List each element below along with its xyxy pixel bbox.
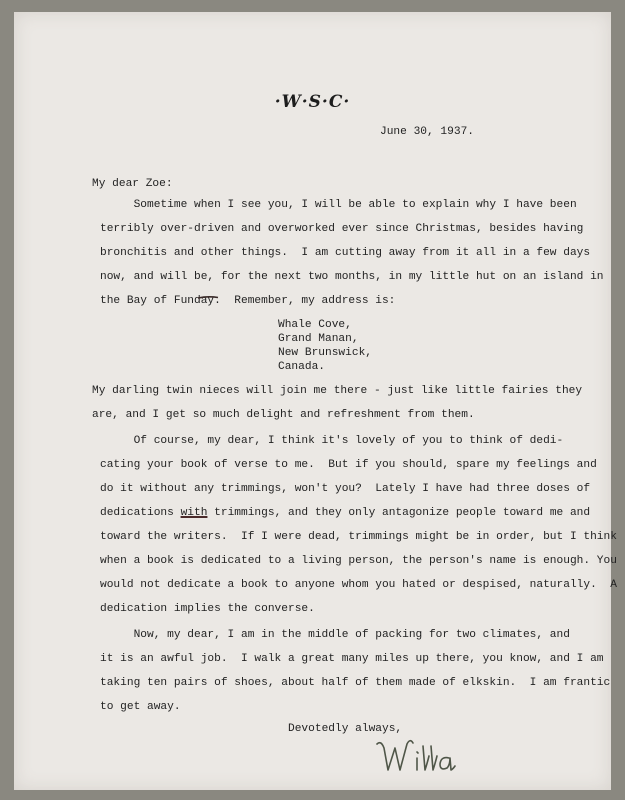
- paragraph-3-line: dedication implies the converse.: [100, 603, 315, 615]
- paragraph-3-line: would not dedicate a book to anyone whom you hated or despised, naturally. A: [100, 579, 617, 591]
- paragraph-4-line: Now, my dear, I am in the middle of packing for two climates, and: [100, 629, 570, 641]
- address-line: Grand Manan,: [278, 333, 359, 345]
- address-line: New Brunswick,: [278, 347, 372, 359]
- paragraph-3-line: do it without any trimmings, won't you? Lately I have had three doses of: [100, 483, 591, 495]
- paragraph-3-line: [100, 508, 590, 519]
- salutation: My dear Zoe:: [92, 178, 173, 190]
- paragraph-2-line: are, and I get so much delight and refreshment from them.: [92, 409, 475, 421]
- address-line: Canada.: [278, 361, 325, 373]
- paragraph-1-line: Sometime when I see you, I will be able to explain why I have been: [100, 199, 577, 211]
- letter-page: [14, 12, 617, 790]
- paragraph-3-line: toward the writers. If I were dead, trimmings might be in order, but I think: [100, 531, 617, 543]
- letterhead-monogram: ·W·S·C·: [274, 92, 351, 112]
- paragraph-1-line: the Bay of Funday. Remember, my address is:: [100, 295, 396, 307]
- paragraph-4-line: to get away.: [100, 701, 181, 713]
- paragraph-3-text: trimmings, and they only antagonize people toward me and: [207, 507, 591, 519]
- underlined-word: with: [180, 507, 208, 519]
- paragraph-3-line: cating your book of verse to me. But if you should, spare my feelings and: [100, 459, 597, 471]
- paragraph-4-line: taking ten pairs of shoes, about half of them made of elkskin. I am frantic: [100, 677, 611, 689]
- address-line: Whale Cove,: [278, 319, 352, 331]
- handwritten-signature: [369, 734, 469, 782]
- closing: Devotedly always,: [288, 723, 403, 735]
- paragraph-3-line: when a book is dedicated to a living person, the person's name is enough. You: [100, 555, 617, 567]
- paragraph-2-line: My darling twin nieces will join me there - just like little fairies they: [92, 385, 583, 397]
- paragraph-1-line: bronchitis and other things. I am cutting away from it all in a few days: [100, 247, 591, 259]
- paragraph-4-line: it is an awful job. I walk a great many miles up there, you know, and I am: [100, 653, 604, 665]
- paragraph-3-text: dedications: [100, 507, 181, 519]
- paragraph-3-line: Of course, my dear, I think it's lovely of you to think of dedi-: [100, 435, 564, 447]
- letter-date: June 30, 1937.: [380, 126, 474, 138]
- ink-correction-mark: [197, 296, 219, 299]
- paragraph-1-line: terribly over-driven and overworked ever since Christmas, besides having: [100, 223, 584, 235]
- paragraph-1-line: now, and will be, for the next two months, in my little hut on an island in: [100, 271, 604, 283]
